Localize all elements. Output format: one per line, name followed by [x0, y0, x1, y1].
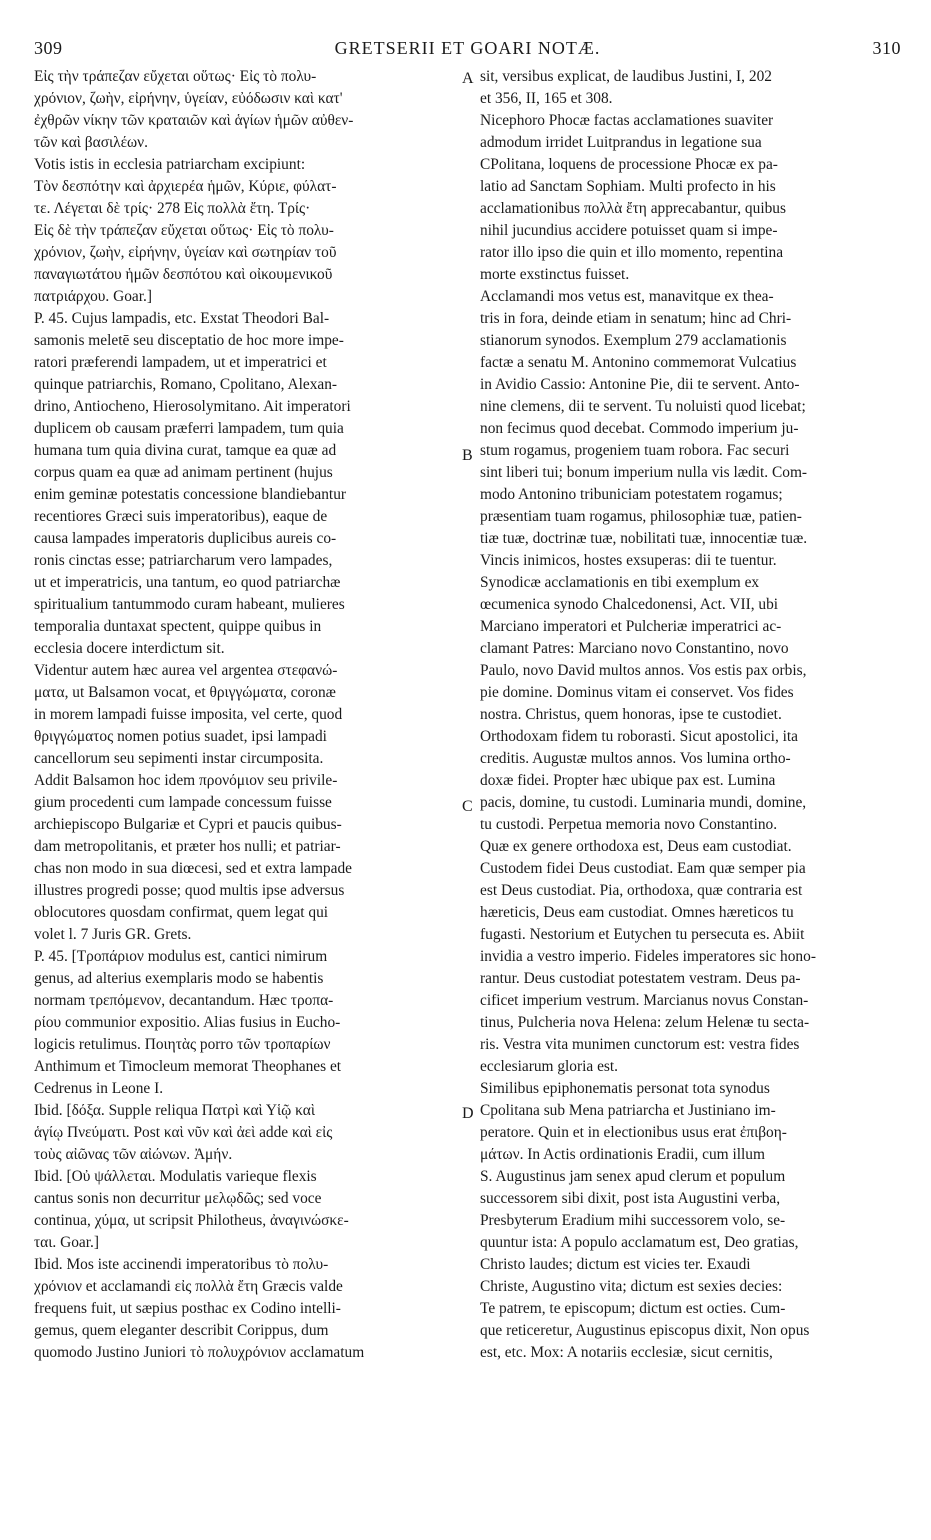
- text-line: τοὺς αἰῶνας τῶν αἰώνων. Ἀμήν.: [34, 1146, 233, 1163]
- text-line: successorem sibi dixit, post ista Augustini verba,: [480, 1190, 781, 1207]
- text-line: χρόνιον, ζωὴν, εἰρήνην, ὑγείαν, εὐόδωσιν καὶ κατ': [34, 90, 343, 107]
- text-line: illustres progredi posse; quod multis ipse adversus: [34, 882, 345, 899]
- text-line: P. 45. Cujus lampadis, etc. Exstat Theodori Bal-: [34, 310, 330, 327]
- text-line: sit, versibus explicat, de laudibus Justini, I, 202: [480, 68, 772, 85]
- text-line: oblocutores quosdam confirmat, quem legat qui: [34, 904, 329, 921]
- text-line: peratore. Quin et in electionibus usus erat ἐπιβοη-: [480, 1124, 787, 1141]
- text-line: Εἰς δὲ τὴν τράπεζαν εὔχεται οὕτως· Εἰς τὸ πολυ-: [34, 222, 334, 239]
- text-line: θριγγώματος nomen potius suadet, ipsi lampadi: [34, 728, 327, 745]
- running-header: [34, 38, 901, 62]
- text-line: stianorum synodos. Exemplum 279 acclamationis: [480, 332, 787, 349]
- text-line: Marciano imperatori et Pulcheriæ imperatrici ac-: [480, 618, 782, 635]
- text-line: Orthodoxam fidem tu roborasti. Sicut apostolici, ita: [480, 728, 799, 745]
- text-line: nostra. Christus, quem honoras, ipse te custodiet.: [480, 706, 782, 723]
- text-line: volet l. 7 Juris GR. Grets.: [34, 926, 192, 943]
- text-line: creditis. Augustæ multos annos. Vos lumina ortho-: [480, 750, 791, 767]
- text-line: Te patrem, te episcopum; dictum est octies. Cum-: [480, 1300, 786, 1317]
- text-line: Anthimum et Timocleum memorat Theophanes et: [34, 1058, 342, 1075]
- text-line: causa lampades imperatoris duplicibus aureis co-: [34, 530, 337, 547]
- text-line: sint liberi tui; bonum imperium nulla vis lædit. Com-: [480, 464, 808, 481]
- text-line: Εἰς τὴν τράπεζαν εὔχεται οὕτως· Εἰς τὸ πολυ-: [34, 68, 317, 85]
- text-line: Synodicæ acclamationis en tibi exemplum ex: [480, 574, 760, 591]
- text-line: ris. Vestra vita munimen cunctorum est: vestra fides: [480, 1036, 800, 1053]
- page-number-left: 309: [34, 38, 63, 58]
- text-line: morte exstinctus fuisset.: [480, 266, 630, 283]
- text-line: Similibus epiphonematis personat tota synodus: [480, 1080, 770, 1097]
- text-line: gemus, quem eleganter describit Corippus, dum: [34, 1322, 329, 1339]
- text-line: logicis retulimus. Ποιητὰς porro τῶν τροπαρίων: [34, 1036, 331, 1053]
- text-line: cificet imperium vestrum. Marcianus novus Constan-: [480, 992, 809, 1009]
- text-line: ματα, ut Balsamon vocat, et θριγγώματα, coronæ: [34, 684, 336, 701]
- text-line: Quæ ex genere orthodoxa est, Deus eam custodiat.: [480, 838, 792, 855]
- text-line: ρίου communior expositio. Alias fusius in Eucho-: [34, 1014, 341, 1031]
- text-line: samonis meletē seu disceptatio de hoc more impe-: [34, 332, 344, 349]
- text-line: que reticeretur, Augustinus episcopus dixit, Non opus: [480, 1322, 810, 1339]
- text-line: ἐχθρῶν νίκην τῶν κραταιῶν καὶ ἁγίων ἡμῶν αὐθεν-: [34, 112, 354, 129]
- text-line: corpus quam ea quæ ad animam pertinent (hujus: [34, 464, 333, 481]
- text-line: tu custodi. Perpetua memoria novo Constantino.: [480, 816, 778, 833]
- text-line: Nicephoro Phocæ factas acclamationes suaviter: [480, 112, 774, 129]
- text-line: dam metropolitanis, et præter hos nulli; et patriar-: [34, 838, 341, 855]
- left-column: [34, 66, 456, 1364]
- text-line: modo Antonino tribuniciam potestatem rogamus;: [480, 486, 783, 503]
- text-line: invidia a vestro imperio. Fideles imperatores sic hono-: [480, 948, 816, 965]
- text-line: Christo laudes; dictum est vicies ter. Exaudi: [480, 1256, 751, 1273]
- text-line: Ibid. [Οὐ ψάλλεται. Modulatis varieque flexis: [34, 1168, 317, 1185]
- text-line: Votis istis in ecclesia patriarcham excipiunt:: [34, 156, 306, 173]
- text-line: frequens fuit, ut sæpius posthac ex Codino intelli-: [34, 1300, 341, 1317]
- text-line: τε. Λέγεται δὲ τρίς· 278 Εἰς πολλὰ ἔτη. Τρίς·: [34, 200, 311, 217]
- text-line: est, etc. Mox: A notariis ecclesiæ, sicut cernitis,: [480, 1344, 773, 1361]
- text-line: Τὸν δεσπότην καὶ ἀρχιερέα ἡμῶν, Κύριε, φύλατ-: [34, 178, 337, 195]
- text-line: παναγιωτάτου ἡμῶν δεσπότου καὶ οἰκουμενικοῦ: [34, 266, 333, 283]
- text-line: Presbyterum Eradium mihi successorem volo, se-: [480, 1212, 786, 1229]
- text-line: Vincis inimicos, hostes exsuperas: dii te tuentur.: [480, 552, 777, 569]
- text-line: enim geminæ potestatis concessione blandiebantur: [34, 486, 347, 503]
- margin-marker-d: D: [462, 1105, 474, 1122]
- text-line: humana tum quia divina curat, tamque ea quæ ad: [34, 442, 337, 459]
- text-line: normam τρεπόμενον, decantandum. Hæc τροπα-: [34, 992, 334, 1009]
- text-line: ratori præferendi lampadem, ut et imperatrici et: [34, 354, 327, 371]
- margin-marker-b: B: [462, 447, 473, 464]
- text-line: ecclesia docere interdictum sit.: [34, 640, 225, 657]
- text-line: recentiores Græci suis imperatoribus), eaque de: [34, 508, 328, 525]
- text-line: temporalia duntaxat spectent, quippe quibus in: [34, 618, 322, 635]
- text-line: doxæ fidei. Propter hæc ubique pax est. Lumina: [480, 772, 776, 789]
- text-line: rator illo ipso die quin et illo momento, repentina: [480, 244, 784, 261]
- text-line: Cpolitana sub Mena patriarcha et Justiniano im-: [480, 1102, 776, 1119]
- text-line: Ibid. [δόξα. Supple reliqua Πατρὶ καὶ Υἱῷ καὶ: [34, 1102, 315, 1119]
- margin-marker-a: A: [462, 70, 474, 87]
- text-line: clamant Patres: Marciano novo Constantino, novo: [480, 640, 789, 657]
- text-line: tinus, Pulcheria nova Helena: zelum Helenæ tu secta-: [480, 1014, 810, 1031]
- text-line: quomodo Justino Juniori τὸ πολυχρόνιον acclamatum: [34, 1344, 365, 1361]
- text-line: archiepiscopo Bulgariæ et Cypri et paucis quibus-: [34, 816, 342, 833]
- text-line: tris in fora, deinde etiam in senatum; hinc ad Chri-: [480, 310, 792, 327]
- text-line: latio ad Sanctam Sophiam. Multi profecto in his: [480, 178, 776, 195]
- margin-marker-c: C: [462, 798, 473, 815]
- text-line: πατριάρχου. Goar.]: [34, 288, 152, 305]
- text-line: admodum irridet Luitprandus in legatione sua: [480, 134, 762, 151]
- text-line: in Avidio Cassio: Antonine Pie, dii te servent. Anto-: [480, 376, 800, 393]
- text-line: Addit Balsamon hoc idem προνόμιον seu privile-: [34, 772, 338, 789]
- text-line: cancellorum seu sepimenti instar circumposita.: [34, 750, 324, 767]
- text-line: in morem lampadi fuisse imposita, vel certe, quod: [34, 706, 343, 723]
- text-line: est Deus custodiat. Pia, orthodoxa, quæ contraria est: [480, 882, 803, 899]
- text-line: ecclesiarum gloria est.: [480, 1058, 619, 1075]
- text-line: factæ a senatu M. Antonino commemorat Vulcatius: [480, 354, 797, 371]
- text-line: non fecimus quod decebat. Commodo imperium ju-: [480, 420, 799, 437]
- text-line: cantus sonis non decurritur μελῳδῶς; sed voce: [34, 1190, 322, 1207]
- text-line: χρόνιον, ζωὴν, εἰρήνην, ὑγείαν καὶ σωτηρίαν τοῦ: [34, 244, 337, 261]
- text-line: nine clemens, dii te servent. Tu noluisti quod licebat;: [480, 398, 806, 415]
- text-line: fugasti. Nestorium et Eutychen tu persecuta es. Abiit: [480, 926, 805, 943]
- text-line: præsentiam tuam rogamus, philosophiæ tuæ, patien-: [480, 508, 802, 525]
- text-line: quinque patriarchis, Romano, Cpolitano, Alexan-: [34, 376, 338, 393]
- text-line: ut et imperatricis, una tantum, eo quod patriarchæ: [34, 574, 341, 591]
- text-line: Christe, Augustino vita; dictum est sexies decies:: [480, 1278, 783, 1295]
- text-line: ἁγίῳ Πνεύματι. Post καὶ νῦν καὶ ἀεὶ adde καὶ εἰς: [34, 1124, 333, 1141]
- text-line: Custodem fidei Deus custodiat. Eam quæ semper pia: [480, 860, 806, 877]
- text-line: hæreticis, Deus eam custodiat. Omnes hæreticos tu: [480, 904, 794, 921]
- text-line: P. 45. [Τροπάριον modulus est, cantici nimirum: [34, 948, 328, 965]
- text-line: Ibid. Mos iste accinendi imperatoribus τὸ πολυ-: [34, 1256, 329, 1273]
- text-line: tiæ tuæ, doctrinæ tuæ, nobilitati tuæ, innocentiæ tuæ.: [480, 530, 808, 547]
- text-line: duplicem ob causam præferri lampadem, tum quia: [34, 420, 344, 437]
- text-line: χρόνιον et acclamandi εἰς πολλὰ ἔτη Græcis valde: [34, 1278, 343, 1295]
- text-line: pie domine. Dominus vitam ei conservet. Vos fides: [480, 684, 794, 701]
- text-line: quuntur ista: A populo acclamatum est, Deo gratias,: [480, 1234, 799, 1251]
- page-number-right: 310: [872, 38, 901, 58]
- text-line: spiritualium tantummodo curam habeant, mulieres: [34, 596, 345, 613]
- text-line: acclamationibus πολλὰ ἔτη apprecabantur, quibus: [480, 200, 786, 217]
- text-line: drino, Antiocheno, Hierosolymitano. Ait imperatori: [34, 398, 351, 415]
- text-line: nihil jucundius accidere potuisset quam si impe-: [480, 222, 778, 239]
- text-line: Videntur autem hæc aurea vel argentea στεφανώ-: [34, 662, 338, 679]
- text-line: gium procedenti cum lampade concessum fuisse: [34, 794, 332, 811]
- text-line: genus, ad alterius exemplaris modo se habentis: [34, 970, 324, 987]
- text-line: ται. Goar.]: [34, 1234, 99, 1251]
- text-line: rantur. Deus custodiat potestatem vestram. Deus pa-: [480, 970, 801, 987]
- right-column: [480, 66, 894, 1364]
- running-title: GRETSERII ET GOARI NOTÆ.: [334, 38, 601, 58]
- text-line: et 356, II, 165 et 308.: [480, 90, 613, 107]
- text-line: ronis cinctas esse; patriarcharum vero lampades,: [34, 552, 333, 569]
- text-line: chas non modo in sua diœcesi, sed et extra lampade: [34, 860, 352, 877]
- text-line: continua, χύμα, ut scripsit Philotheus, ἀναγινώσκε-: [34, 1212, 349, 1229]
- text-line: S. Augustinus jam senex apud clerum et populum: [480, 1168, 786, 1185]
- text-line: pacis, domine, tu custodi. Luminaria mundi, domine,: [480, 794, 807, 811]
- text-line: œcumenica synodo Chalcedonensi, Act. VII, ubi: [480, 596, 779, 613]
- text-line: Cedrenus in Leone I.: [34, 1080, 164, 1097]
- text-line: μάτων. In Actis ordinationis Eradii, cum illum: [480, 1146, 765, 1163]
- text-line: τῶν καὶ βασιλέων.: [34, 134, 148, 151]
- text-line: stum rogamus, progeniem tuam robora. Fac securi: [480, 442, 790, 459]
- text-line: Acclamandi mos vetus est, manavitque ex thea-: [480, 288, 774, 305]
- text-line: CPolitana, loquens de processione Phocæ ex pa-: [480, 156, 778, 173]
- text-line: Paulo, novo David multos annos. Vos estis pax orbis,: [480, 662, 807, 679]
